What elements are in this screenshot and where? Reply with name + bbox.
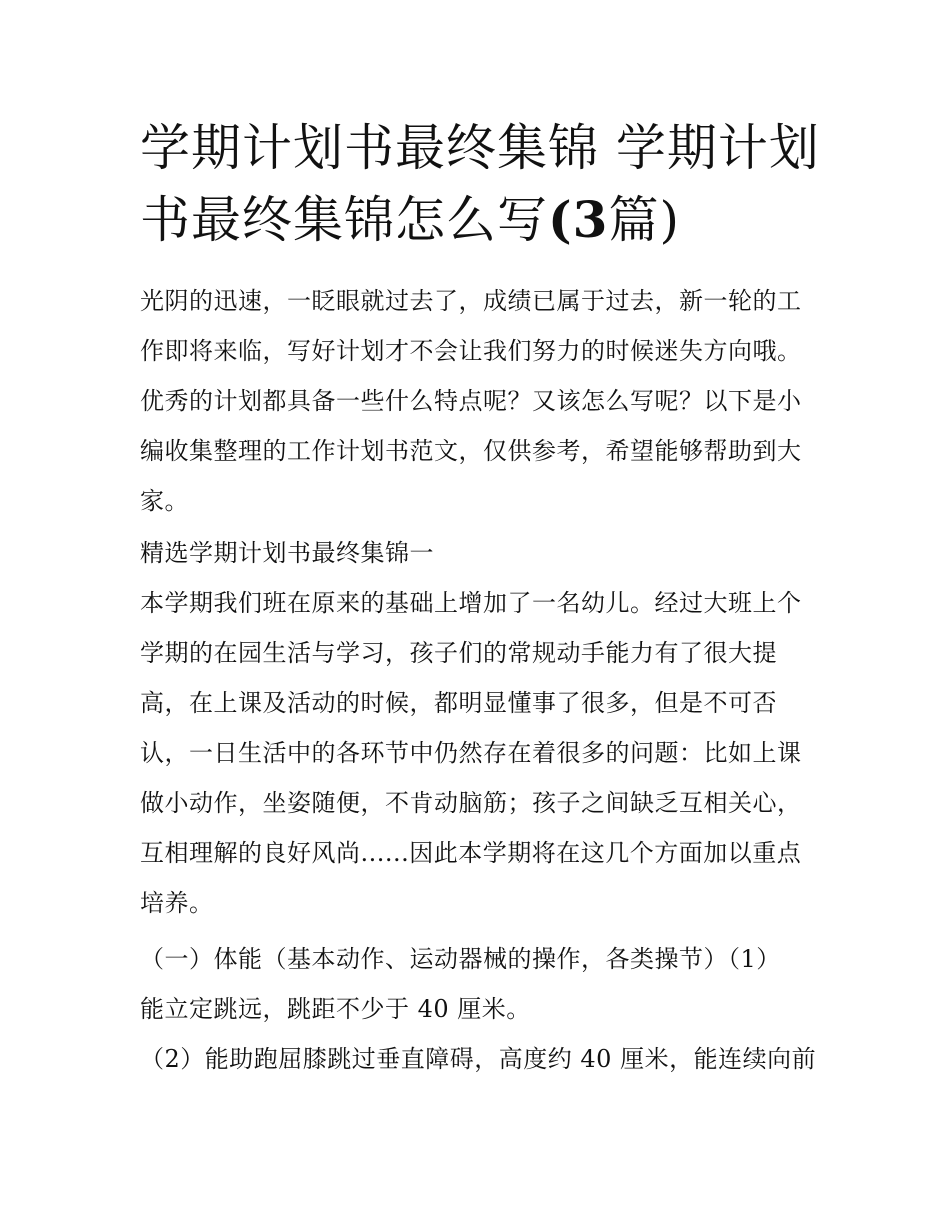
item-two-line: （2）能助跑屈膝跳过垂直障碍，高度约 40 厘米，能连续向前 [140, 1045, 817, 1073]
item-one-paragraph [140, 934, 830, 1034]
document-title [140, 112, 820, 256]
intro-paragraph [140, 276, 830, 526]
title-line-2 [140, 184, 820, 256]
title-line-2-prefix: 书最终集锦怎么写 [140, 191, 548, 249]
section-body-line: 本学期我们班在原来的基础上增加了一名幼儿。经过大班上个 [140, 589, 802, 617]
item-one-line: 能立定跳远，跳距不少于 40 厘米。 [140, 995, 531, 1023]
section-body-line: 学期的在园生活与学习，孩子们的常规动手能力有了很大提 [140, 639, 777, 667]
intro-line: 优秀的计划都具备一些什么特点呢？又该怎么写呢？以下是小 [140, 387, 802, 415]
title-line-2-suffix: 篇) [608, 191, 680, 249]
section-body-paragraph [140, 578, 830, 928]
item-two-paragraph [140, 1034, 830, 1084]
intro-line: 作即将来临，写好计划才不会让我们努力的时候迷失方向哦。 [140, 337, 802, 365]
section-body-line: 互相理解的良好风尚......因此本学期将在这几个方面加以重点 [140, 839, 802, 867]
intro-line: 家。 [140, 487, 189, 515]
section-heading-text: 精选学期计划书最终集锦一 [140, 539, 434, 567]
title-line-1: 学期计划书最终集锦 学期计划 [140, 119, 820, 177]
section-body-line: 认，一日生活中的各环节中仍然存在着很多的问题：比如上课 [140, 739, 802, 767]
section-body-line: 培养。 [140, 889, 214, 917]
section-body-line: 高，在上课及活动的时候，都明显懂事了很多，但是不可否 [140, 689, 777, 717]
section-body-line: 做小动作，坐姿随便，不肯动脑筋；孩子之间缺乏互相关心， [140, 789, 802, 817]
intro-line: 编收集整理的工作计划书范文，仅供参考，希望能够帮助到大 [140, 437, 802, 465]
section-heading [140, 528, 830, 578]
item-one-line: （一）体能（基本动作、运动器械的操作，各类操节）（1） [140, 945, 781, 973]
title-line-2-count: (3 [548, 190, 609, 249]
intro-line: 光阴的迅速，一眨眼就过去了，成绩已属于过去，新一轮的工 [140, 287, 802, 315]
